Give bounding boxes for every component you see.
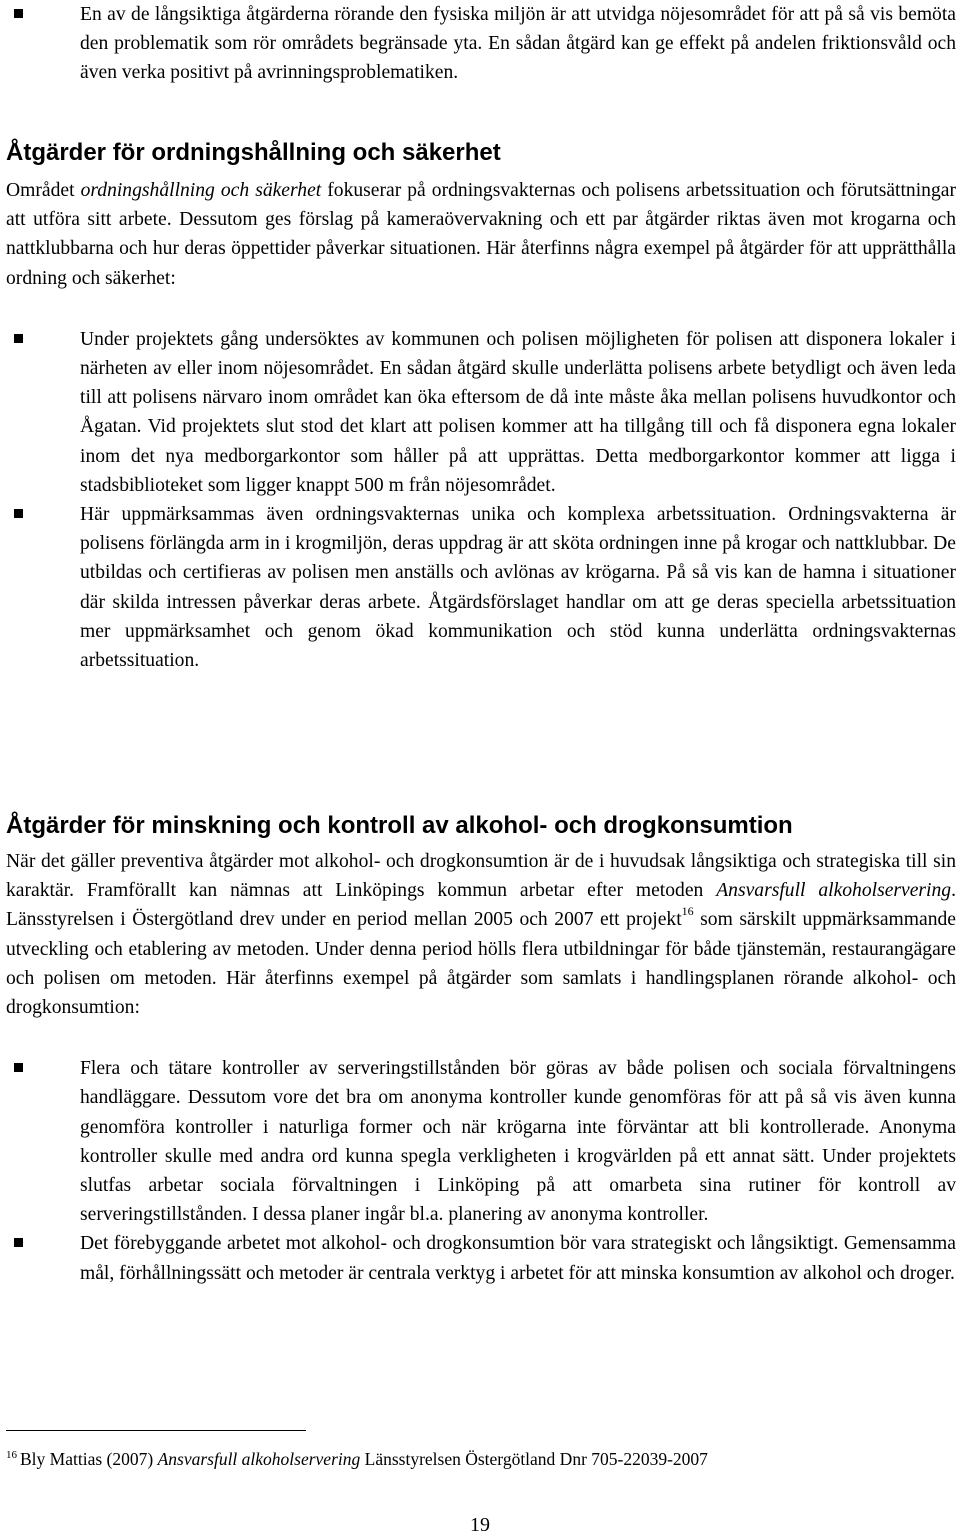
section-paragraph <box>6 176 956 293</box>
footnote-text: Länsstyrelsen Östergötland Dnr 705-22039-2007 <box>360 1449 708 1469</box>
bullet-text: Det förebyggande arbetet mot alkohol- och drogkonsumtion bör vara strategiskt och långsiktigt. Gemensamma mål, förhållningssätt och metoder är centrala verktyg i arbetet för att minska konsumtion av alkohol och droger. <box>80 1233 956 1284</box>
footnote-emphasis: Ansvarsfull alkoholservering <box>157 1449 361 1469</box>
page-number: 19 <box>470 1514 490 1536</box>
bullet-square-icon <box>14 509 23 518</box>
para-text: . Länsstyrelsen i Östergötland drev under en period mellan 2005 och 2007 ett projekt <box>6 880 957 931</box>
measures-bullet-list <box>6 325 956 675</box>
para-text: som särskilt uppmärksammande utveckling och etablering av metoden. Under denna period hölls flera utbildningar för både tjänstemän, restaurangägare och polisen om metoden. Här återfinns exempel på åtgärder som samlats i handlingsplanen rörande alkohol- och drogkonsumtion: <box>6 909 956 1019</box>
list-item <box>6 0 956 88</box>
bullet-square-icon <box>14 1238 23 1247</box>
footnote-reference[interactable]: 16 <box>681 904 694 919</box>
list-item <box>6 325 956 500</box>
list-item <box>6 1054 956 1229</box>
bullet-square-icon <box>14 334 23 343</box>
intro-bullet-list <box>6 0 956 88</box>
bullet-text: Här uppmärksammas även ordningsvakternas unika och komplexa arbetssituation. Ordningsvakterna är polisens förlängda arm in i krogmiljön, deras uppdrag är att sköta ordningen inne på krogar och nattklubbar. De utbildas och certifieras av polisen men anställs och avlönas av krögarna. På så vis kan de hamna i situationer där skilda intressen påverkar deras arbete. Åtgärdsförslaget handlar om att ge deras speciella arbetssituation mer uppmärksamhet och genom ökad kommunikation och stöd kunna underlätta ordningsvakternas arbetssituation. <box>80 504 956 672</box>
list-item <box>6 1229 956 1287</box>
bullet-text: En av de långsiktiga åtgärderna rörande den fysiska miljön är att utvidga nöjesområdet för att på så vis bemöta den problematik som rör områdets begränsade yta. En sådan åtgärd kan ge effekt på andelen friktionsvåld och även verka positivt på avrinningsproblematiken. <box>80 4 956 84</box>
para-emphasis: Ansvarsfull alkoholservering <box>716 880 952 902</box>
section-heading: Åtgärder för minskning och kontroll av alkohol- och drogkonsumtion <box>6 812 793 839</box>
bullet-square-icon <box>14 1063 23 1072</box>
bullet-square-icon <box>14 9 23 18</box>
bullet-text: Under projektets gång undersöktes av kommunen och polisen möjligheten för polisen att disponera lokaler i närheten av eller inom nöjesområdet. En sådan åtgärd skulle underlätta polisens arbete betydligt och även leda till att polisens närvaro inom området kan öka eftersom de då inte måste åka mellan polisens huvudkontor och Ågatan. Vid projektets slut stod det klart att polisen kommer att ha tillgång till och få disponera egna lokaler inom det nya medborgarkontor som håller på att upprättas. Detta medborgarkontor kommer att ligga i stadsbiblioteket som ligger knappt 500 m från nöjesområdet. <box>80 328 956 496</box>
para-emphasis: ordningshållning och säkerhet <box>80 180 322 201</box>
bullet-text: Flera och tätare kontroller av serveringstillstånden bör göras av både polisen och sociala förvaltningens handläggare. Dessutom vore det bra om anonyma kontroller kunde genomföras för att på så vis även kunna genomföra kontroller i naturliga former och när krögarna inte förväntar att bli kontrollerade. Anonyma kontroller skulle med andra ord kunna spegla verkligheten i krogvärlden på ett annat sätt. Under projektets slutfas arbetar sociala förvaltningen i Linköping på att omarbeta sina rutiner för kontroll av serveringstillstånden. I dessa planer ingår bl.a. planering av anonyma kontroller. <box>80 1058 956 1226</box>
para-text: När det gäller preventiva åtgärder mot alkohol- och drogkonsumtion är de i huvudsak långsiktiga och strategiska till sin karaktär. Framförallt kan nämnas att Linköpings kommun arbetar efter metoden <box>6 851 956 902</box>
list-item <box>6 500 956 675</box>
para-text: Området <box>6 180 81 201</box>
footnote-number: 16 <box>6 1449 17 1461</box>
footnote-divider <box>6 1430 306 1431</box>
section-alcohol-drugs <box>6 811 956 1288</box>
section-heading: Åtgärder för ordningshållning och säkerhet <box>6 139 501 166</box>
section-order-safety <box>6 138 956 675</box>
footnote <box>6 1444 708 1470</box>
footnote-text: Bly Mattias (2007) <box>20 1449 158 1469</box>
para-text: fokuserar på ordningsvakternas och polisens arbetssituation och förutsättningar att utföra sitt arbete. Dessutom ges förslag på kameraövervakning och ett par åtgärder riktas även mot krogarna och nattklubbarna och hur deras öppettider påverkar situationen. Här återfinns några exempel på åtgärder för att upprätthålla ordning och säkerhet: <box>6 180 956 289</box>
section-paragraph <box>6 847 956 1022</box>
measures-bullet-list <box>6 1054 956 1288</box>
